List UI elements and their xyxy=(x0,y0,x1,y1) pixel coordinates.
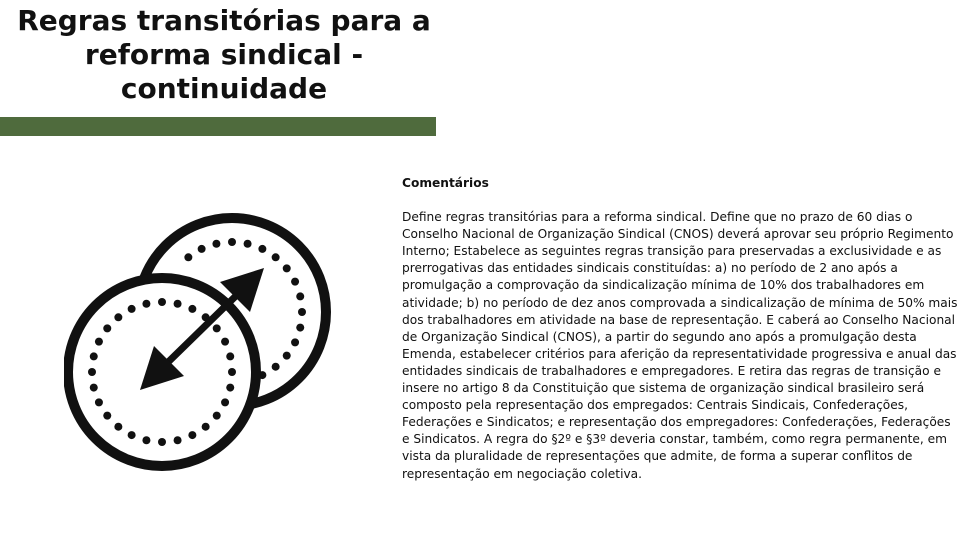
coin-dot xyxy=(95,338,103,346)
coin-dot xyxy=(221,398,229,406)
coin-dot xyxy=(272,363,280,371)
coin-dot xyxy=(103,324,111,332)
coin-dot xyxy=(158,298,166,306)
coin-dot xyxy=(142,436,150,444)
coin-dot xyxy=(88,368,96,376)
coin-dot xyxy=(244,240,252,248)
coin-dot xyxy=(228,368,236,376)
title-accent-bar xyxy=(0,117,436,136)
coin-dot xyxy=(298,308,306,316)
slide-title: Regras transitórias para a reforma sindical - continuidade xyxy=(17,4,431,105)
coin-dot xyxy=(291,338,299,346)
coin-dot xyxy=(158,438,166,446)
coin-dot xyxy=(291,278,299,286)
coin-dot xyxy=(90,352,98,360)
coin-dot xyxy=(142,300,150,308)
comments-body: Define regras transitórias para a reforma sindical. Define que no prazo de 60 dias o Conselho Nacional de Organização Sindical (CNOS) deverá aprovar seu próprio Regimento Interno; Estabelece as seguintes regras transição para preservadas a exclusividade e as prerrogativas das entidades sindicais constituídas: a) no período de 2 ano após a promulgação a comprovação da sindicalização mínima de 10% dos trabalhadores em atividade; b) no período de dez anos comprovada a sindicalização de mínima de 50% mais dos trabalhadores em atividade na base de representação. E caberá ao Conselho Nacional de Organização Sindical (CNOS), a partir do segundo ano após a promulgação desta Emenda, estabelecer critérios para aferição da representatividade progressiva e anual das entidades sindicais de trabalhadores e empregadores. E retira das regras de transição e insere no artigo 8 da Constituição que sistema de organização sindical brasileiro será composto pela representação dos empregados: Centrais Sindicais, Confederações, Federações e Sindicatos; e representação dos empregadores: Confederações, Federações e Sindicatos. A regra do §2º e §3º deveria constar, também, como regra permanente, em vista da pluralidade de representações que admite, de forma a superar conflitos de representação em negociação coletiva. xyxy=(402,210,958,481)
coin-dot xyxy=(184,253,192,261)
exchange-coins-icon xyxy=(64,212,336,484)
coin-dot xyxy=(188,431,196,439)
coin-dot xyxy=(283,264,291,272)
coin-dot xyxy=(213,412,221,420)
coin-dot xyxy=(128,431,136,439)
coin-dot xyxy=(296,324,304,332)
coin-dot xyxy=(174,300,182,308)
coin-dot xyxy=(258,245,266,253)
coin-dot xyxy=(188,305,196,313)
coin-dot xyxy=(114,423,122,431)
coin-dot xyxy=(202,423,210,431)
coin-dot xyxy=(212,240,220,248)
comments-panel xyxy=(402,175,962,483)
coin-dot xyxy=(128,305,136,313)
coin-dot xyxy=(213,324,221,332)
coin-dot xyxy=(198,245,206,253)
coin-dot xyxy=(226,352,234,360)
coin-dot xyxy=(272,253,280,261)
coin-dot xyxy=(90,384,98,392)
coin-dot xyxy=(114,313,122,321)
comments-heading: Comentários xyxy=(402,176,489,190)
coin-dot xyxy=(228,238,236,246)
coin-dot xyxy=(283,352,291,360)
coin-dot xyxy=(221,338,229,346)
coin-dot xyxy=(296,292,304,300)
coin-dot xyxy=(226,384,234,392)
coin-dot xyxy=(103,412,111,420)
coin-dot xyxy=(95,398,103,406)
coin-dot xyxy=(174,436,182,444)
